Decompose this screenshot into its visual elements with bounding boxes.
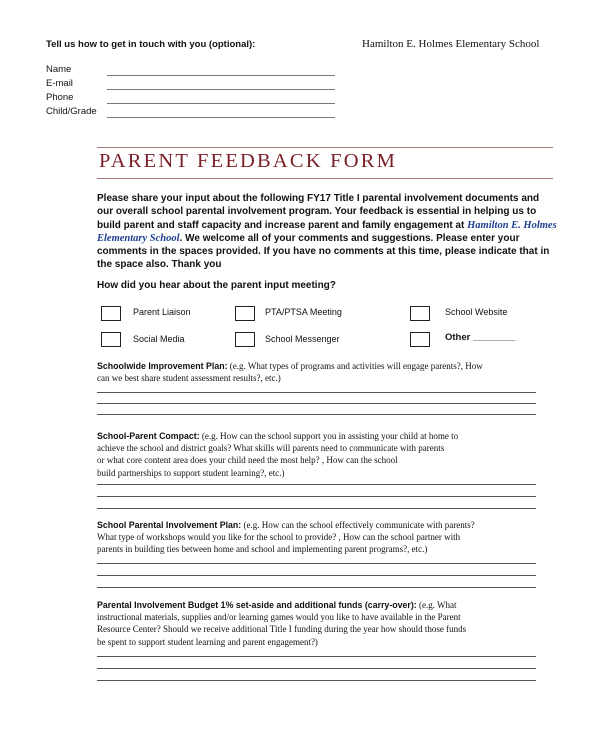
section-text: (e.g. What (418, 600, 457, 610)
section-text: (e.g. How can the school effectively communicate with parents? (243, 520, 475, 530)
option-parent-liaison: Parent Liaison (133, 307, 191, 317)
section-title: School-Parent Compact: (97, 431, 200, 441)
option-other[interactable]: Other ________ (445, 332, 516, 343)
option-school-messenger: School Messenger (265, 334, 340, 344)
section-text: instructional materials, supplies and/or learning games would you like to have available in the Parent (97, 612, 461, 623)
section-text: or what core content area does your child need the most help? , How can the school (97, 455, 398, 466)
answer-line[interactable] (97, 403, 536, 404)
intro-text-after: . We welcome all of your comments and suggestions. Please enter your comments in the spaces provided. If you have no comments at this time, please indicate that in the space also. Thank you (97, 232, 550, 271)
section-text: build partnerships to support student learning?, etc.) (97, 467, 285, 478)
answer-line[interactable] (97, 680, 536, 681)
contact-heading: Tell us how to get in touch with you (optional): (46, 39, 256, 50)
answer-line[interactable] (97, 508, 536, 509)
answer-line[interactable] (97, 563, 536, 564)
checkbox-parent-liaison[interactable] (101, 306, 121, 321)
phone-label: Phone (46, 92, 74, 103)
form-title: PARENT FEEDBACK FORM (99, 150, 398, 172)
child-grade-field[interactable] (107, 117, 335, 118)
section-text: can we best share student assessment results?, etc.) (97, 373, 281, 384)
phone-field[interactable] (107, 103, 335, 104)
answer-line[interactable] (97, 587, 536, 588)
intro-text-before: Please share your input about the following FY17 Title I parental involvement documents and our overall school parental involvement program. Your feedback is essential in helping us to build parent and staff capacity and increase parent and family engagement at (97, 193, 540, 231)
section-text: What type of workshops would you like for the school to provide? , How can the school partner with (97, 532, 461, 543)
section-title: Schoolwide Improvement Plan: (97, 361, 228, 371)
section-involvement-budget (97, 599, 557, 648)
option-pta-meeting: PTA/PTSA Meeting (265, 307, 342, 317)
section-text: parents in building ties between home and school and implementing parent programs?, etc.) (97, 544, 428, 555)
option-social-media: Social Media (133, 334, 185, 344)
section-text: be spent to support student learning and parent engagement?) (97, 636, 318, 647)
name-label: Name (46, 64, 72, 75)
email-field[interactable] (107, 89, 335, 90)
section-text: Resource Center? Should we receive additional Title I funding during the year how should those funds (97, 624, 467, 635)
answer-line[interactable] (97, 668, 536, 669)
title-rule-top (97, 147, 553, 148)
section-text: (e.g. What types of programs and activities will engage parents?, How (229, 361, 483, 371)
intro-school-name: Hamilton E. Holmes Elementary School (97, 219, 557, 244)
checkbox-social-media[interactable] (101, 332, 121, 347)
checkbox-school-messenger[interactable] (235, 332, 255, 347)
section-schoolwide-plan (97, 360, 557, 384)
section-school-parent-compact (97, 430, 557, 479)
school-name: Hamilton E. Holmes Elementary School (362, 38, 540, 50)
section-title: School Parental Involvement Plan: (97, 520, 242, 530)
answer-line[interactable] (97, 496, 536, 497)
title-rule-bottom (97, 178, 553, 179)
answer-line[interactable] (97, 575, 536, 576)
checkbox-school-website[interactable] (410, 306, 430, 321)
meeting-question: How did you hear about the parent input meeting? (97, 280, 336, 291)
checkbox-pta-meeting[interactable] (235, 306, 255, 321)
section-text: achieve the school and district goals? What skills will parents need to communicate with parents (97, 443, 445, 454)
section-title: Parental Involvement Budget 1% set-aside and additional funds (carry-over): (97, 600, 417, 610)
option-school-website: School Website (445, 307, 508, 317)
answer-line[interactable] (97, 414, 536, 415)
name-field[interactable] (107, 75, 335, 76)
email-label: E-mail (46, 78, 73, 89)
answer-line[interactable] (97, 392, 536, 393)
section-parental-involvement-plan (97, 519, 557, 556)
child-grade-label: Child/Grade (46, 106, 97, 117)
checkbox-other[interactable] (410, 332, 430, 347)
answer-line[interactable] (97, 656, 536, 657)
intro-paragraph (97, 192, 557, 272)
section-text: (e.g. How can the school support you in assisting your child at home to (201, 431, 459, 441)
answer-line[interactable] (97, 484, 536, 485)
